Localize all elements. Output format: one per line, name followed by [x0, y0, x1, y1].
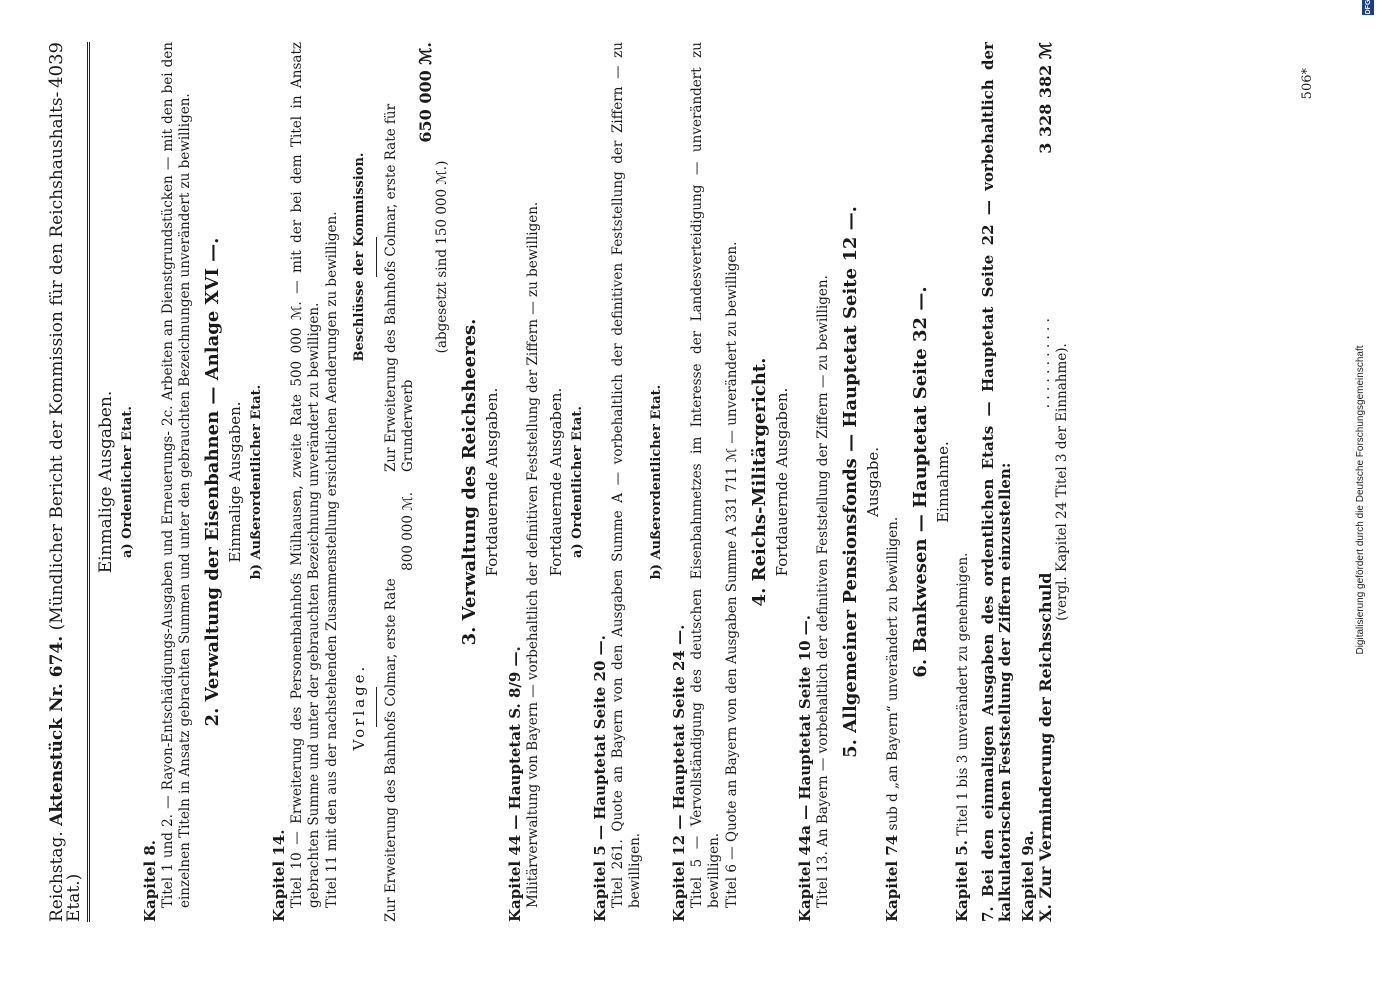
kapitel-5-heer-text: Titel 261. Quote an Bayern von den Ausgaben Summe A — vorbehaltlich der definitiven Feststellung der Ziffern — zu bewilligen. — [610, 42, 643, 908]
kapitel-44a-text: Titel 13. An Bayern — vorbehaltlich der definitiven Feststellung der Ziffern — zu bewilligen. — [815, 275, 831, 908]
section-3-subheading-2: Fortdauernde Ausgaben. — [547, 387, 565, 577]
kapitel-74-line — [884, 42, 902, 922]
kapitel-8-text: Titel 1 und 2. — Rayon-Entschädigungs-Ausgaben und Erneuerungs- 2c. Arbeiten an Dienstgrundstücken — mit den bei den einzelnen Titeln in Ansatz gebrachten Summen und unter den gebrauchten Bezeichnungen unverändert zu bewilligen. — [160, 42, 193, 908]
kapitel-44-text: Militärverwaltung von Bayern — vorbehaltlich der definitiven Feststellung der Ziffern — zu bewilligen. — [525, 201, 541, 908]
divider — [376, 237, 377, 277]
page-code: 506* — [1300, 68, 1315, 100]
kapitel-5-heer: Kapitel 5 — Hauptetat Seite 20 —. — [591, 635, 609, 922]
vorlage-amount: 800 000 ℳ. — [400, 492, 416, 571]
section-2-sub: b) Außerordentlicher Etat. — [249, 384, 264, 580]
section-3-sub-a: a) Ordentlicher Etat. — [570, 406, 585, 558]
section-2-heading: 2. Verwaltung der Eisenbahnen — Anlage XVI —. — [202, 237, 223, 727]
section-4-heading: 4. Reichs-Militärgericht. — [749, 357, 770, 607]
kapitel-5-bank-line — [954, 42, 972, 922]
kapitel-9a: Kapitel 9a. — [1019, 830, 1037, 922]
beschluesse-column — [347, 42, 451, 472]
section-3-subheading-1: Fortdauernde Ausgaben. — [483, 387, 501, 577]
kapitel-74: Kapitel 74 — [883, 834, 901, 922]
einmalige-sub: a) Ordentlicher Etat. — [120, 406, 135, 558]
reichsschuld-dots: . . . . . . . . . . . — [1037, 318, 1053, 409]
kapitel-5-bank: Kapitel 5. — [953, 840, 971, 922]
kapitel-12: Kapitel 12 — Hauptetat Seite 24 —. — [670, 624, 688, 922]
header-document-number: Aktenstück Nr. 674. — [47, 635, 67, 826]
kapitel-74-text: sub d „an Bayern“ unverändert zu bewilligen. — [885, 516, 901, 831]
vorlage-text: Zur Erweiterung des Bahnhofs Colmar, erste Rate — [383, 578, 399, 922]
section-5-heading: 5. Allgemeiner Pensionsfonds — Hauptetat Seite 12 —. — [840, 206, 861, 758]
beschluesse-amount: 650 000 ℳ. — [416, 42, 435, 143]
header-prefix: Reichstag. — [47, 831, 67, 922]
section-6-subheading: Einnahme. — [934, 441, 952, 523]
kapitel-14-text-2: Titel 11 mit den aus der nachstehenden Zusammenstellung ersichtlichen Aenderungen zu bewilligen. — [324, 211, 340, 908]
kapitel-44a: Kapitel 44a — Hauptetat Seite 10 —. — [796, 614, 814, 922]
section-7-heading: 7. Bei den einmaligen Ausgaben des ordentlichen Etats — Hauptetat Seite 22 — vorbehaltlich der kalkulatorischen Feststellung der Ziffern einzustellen: — [979, 42, 1014, 922]
beschluesse-note: (abgesetzt sind 150 000 ℳ.) — [434, 160, 450, 354]
section-3-sub-b: b) Außerordentlicher Etat. — [649, 384, 664, 580]
beschluesse-text: Zur Erweiterung des Bahnhofs Colmar, erste Rate für Grunderwerb — [383, 103, 416, 472]
kapitel-14-text-1: Titel 10 — Erweiterung des Personenbahnhofs Mülhausen, zweite Rate 500 000 ℳ. — mit der bei dem Titel in Ansatz gebrachten Summe und unter der gebrauchten Bezeichnung unverändert zu bewilligen. — [289, 42, 322, 908]
vorlage-column — [347, 492, 451, 922]
kapitel-14: Kapitel 14. — [270, 829, 288, 922]
einmalige-heading: Einmalige Ausgaben. — [96, 390, 116, 574]
section-2-subheading: Einmalige Ausgaben. — [226, 401, 244, 563]
kapitel-8: Kapitel 8. — [141, 840, 159, 922]
kapitel-12-text-a: Titel 5 — Vervollständigung des deutschen Eisenbahnnetzes im Interesse der Landesverteidigung — unverändert zu bewilligen. — [689, 42, 722, 908]
header-left — [49, 88, 83, 922]
section-6-heading: 6. Bankwesen — Hauptetat Seite 32 —. — [910, 286, 931, 678]
section-5-subheading: Ausgabe. — [864, 447, 882, 517]
vorlage-heading: Vorlage. — [350, 663, 368, 751]
header-title: (Mündlicher Bericht der Kommission für den Reichshaushalts-Etat.) — [47, 91, 84, 922]
reichsschuld-line — [1037, 42, 1054, 922]
reichsschuld-amount: 3 328 382 ℳ — [1036, 42, 1055, 154]
reichsschuld-item: X. Zur Verminderung der Reichsschuld — [1036, 572, 1055, 922]
divider — [376, 687, 377, 727]
section-4-subheading: Fortdauernde Ausgaben. — [773, 387, 791, 577]
funding-note: Digitalisierung gefördert durch die Deutsche Forschungsgemeinschaft — [1355, 345, 1366, 655]
section-3-heading: 3. Verwaltung des Reichsheeres. — [459, 318, 480, 646]
kapitel-5-bank-text: Titel 1 bis 3 unverändert zu genehmigen. — [955, 552, 971, 836]
kapitel-12-text-b: Titel 6 — Quote an Bayern von den Ausgaben Summe A 331 711 ℳ — unverändert zu bewilligen. — [724, 241, 740, 908]
reichsschuld-note: (vergl. Kapitel 24 Titel 3 der Einnahme). — [1054, 343, 1070, 621]
page-number: 4039 — [46, 42, 67, 88]
dfg-logo: DFG — [1362, 0, 1374, 15]
page-content — [48, 42, 1071, 922]
comparison-block — [347, 42, 451, 922]
beschluesse-heading: Beschlüsse der Kommission. — [352, 152, 367, 362]
kapitel-44: Kapitel 44 — Hauptetat S. 8/9 —. — [506, 646, 524, 922]
page-header — [48, 42, 90, 922]
